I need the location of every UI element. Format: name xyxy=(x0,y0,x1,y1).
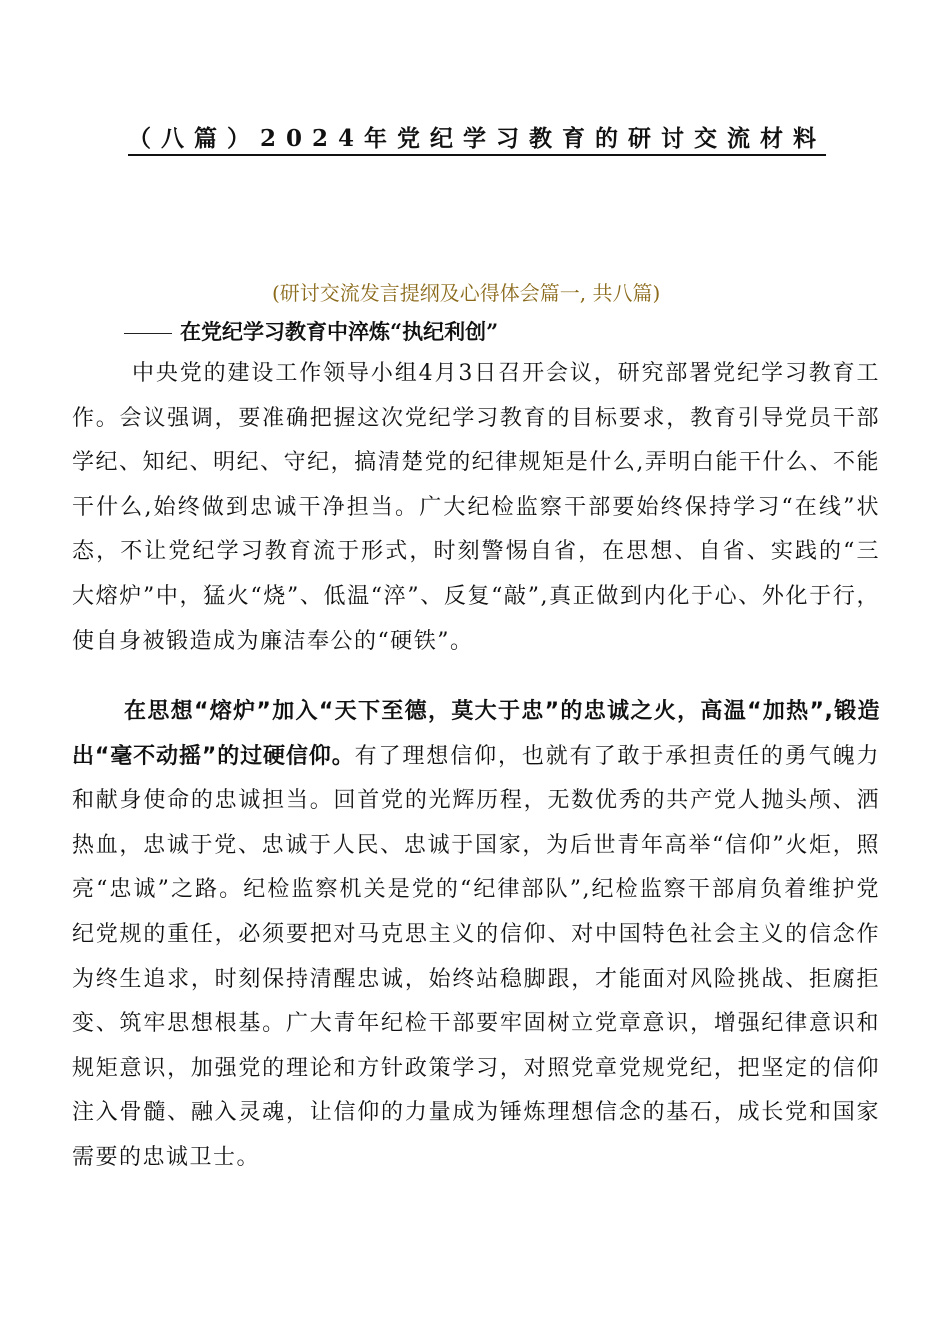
section-heading-text: 在党纪学习教育中淬炼“执纪利创” xyxy=(180,319,499,344)
body-paragraph-1: 中央党的建设工作领导小组4月3日召开会议，研究部署党纪学习教育工作。会议强调，要准确把握这次党纪学习教育的目标要求，教育引导党员干部学纪、知纪、明纪、守纪，搞清楚党的纪律规矩是什么,弄明白能干什么、不能干什么,始终做到忠诚干净担当。广大纪检监察干部要始终保持学习“在线”状态，不让党纪学习教育流于形式，时刻警惕自省，在思想、自省、实践的“三大熔炉”中，猛火“烧”、低温“淬”、反复“敲”,真正做到内化于心、外化于行，使自身被锻造成为廉洁奉公的“硬铁”。 xyxy=(72,361,880,654)
paragraph-2-lead-sentence: 在思想“熔炉”加入“天下至德，莫大于忠”的忠诚之火，高温“加热”,锻造出“毫不动摇”的过硬信仰。 xyxy=(72,699,880,769)
paragraph-2-body-text: 有了理想信仰，也就有了敢于承担责任的勇气魄力和献身使命的忠诚担当。回首党的光辉历程，无数优秀的共产党人抛头颅、洒热血，忠诚于党、忠诚于人民、忠诚于国家，为后世青年高举“信仰”火炬，照亮“忠诚”之路。纪检监察机关是党的“纪律部队”,纪检监察干部肩负着维护党纪党规的重任，必须要把对马克思主义的信仰、对中国特色社会主义的信念作为终生追求，时刻保持清醒忠诚，始终站稳脚跟，才能面对风险挑战、拒腐拒变、筑牢思想根基。广大青年纪检干部要牢固树立党章意识，增强纪律意识和规矩意识，加强党的理论和方针政策学习，对照党章党规党纪，把坚定的信仰注入骨髓、融入灵魂，让信仰的力量成为锤炼理想信念的基石，成长党和国家需要的忠诚卫士。 xyxy=(72,743,880,1170)
heading-dash xyxy=(124,333,172,334)
body-paragraph-2 xyxy=(72,690,880,1181)
document-subtitle: (研讨交流发言提纲及心得体会篇一, 共八篇) xyxy=(272,281,661,305)
section-heading xyxy=(124,316,498,346)
document-title: （八篇）2024年党纪学习教育的研讨交流材料 xyxy=(128,125,827,152)
